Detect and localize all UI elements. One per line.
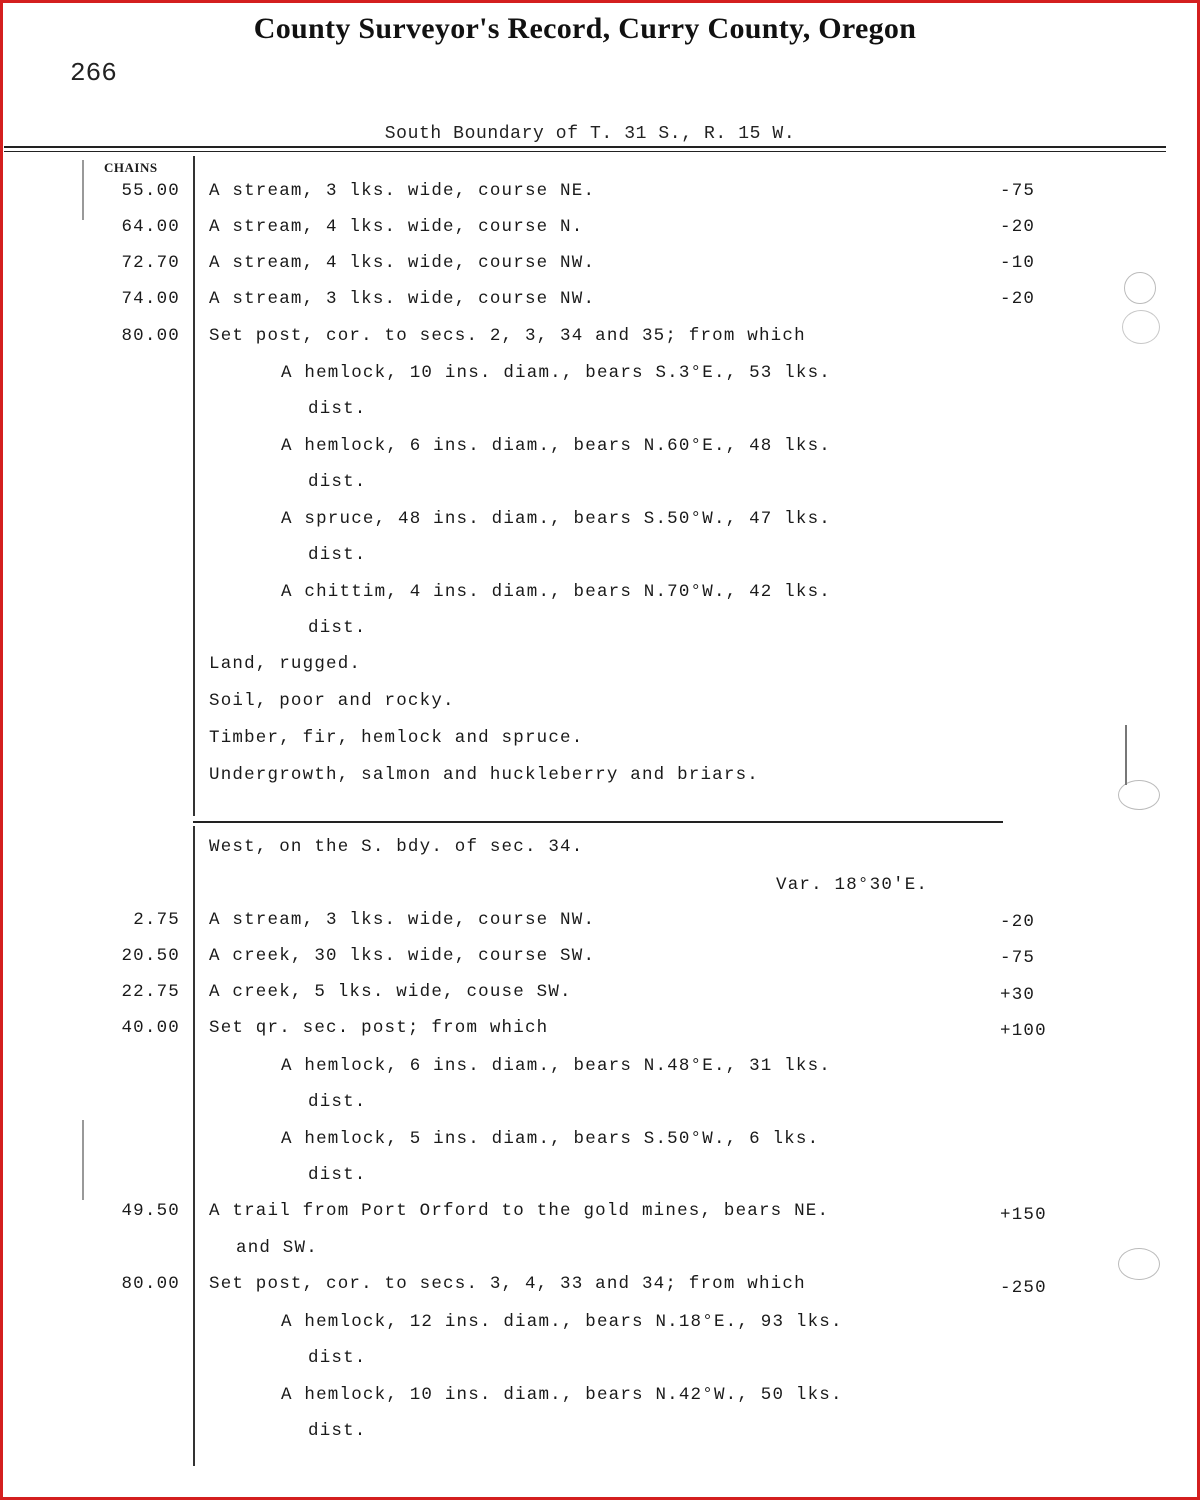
chains-value: 40.00 xyxy=(121,1018,180,1038)
entry-text: Set qr. sec. post; from which xyxy=(209,1018,549,1038)
chains-value: 49.50 xyxy=(121,1201,180,1221)
entry-text: A creek, 5 lks. wide, couse SW. xyxy=(209,982,572,1002)
bearing-tree-dist: dist. xyxy=(308,1092,367,1112)
entry-text: Set post, cor. to secs. 2, 3, 34 and 35; from which xyxy=(209,326,806,346)
timber-note: Timber, fir, hemlock and spruce. xyxy=(209,728,584,748)
elevation-value: +100 xyxy=(1000,1021,1047,1041)
scan-mark xyxy=(1125,725,1127,785)
undergrowth-note: Undergrowth, salmon and huckleberry and briars. xyxy=(209,765,759,785)
elevation-value: -20 xyxy=(1000,289,1036,309)
binder-hole-mark xyxy=(1118,1248,1160,1280)
elevation-value: +150 xyxy=(1000,1205,1047,1225)
bearing-tree-line: A hemlock, 12 ins. diam., bears N.18°E., 93 lks. xyxy=(281,1312,843,1332)
elevation-value: -250 xyxy=(1000,1278,1047,1298)
binder-hole-mark xyxy=(1124,272,1156,304)
bearing-tree-line: A hemlock, 6 ins. diam., bears N.60°E., 48 lks. xyxy=(281,436,831,456)
column-divider xyxy=(193,826,195,1466)
bearing-tree-dist: dist. xyxy=(308,1421,367,1441)
bearing-tree-line: A hemlock, 10 ins. diam., bears S.3°E., 53 lks. xyxy=(281,363,831,383)
bearing-tree-dist: dist. xyxy=(308,618,367,638)
chains-value: 64.00 xyxy=(121,217,180,237)
elevation-value: -75 xyxy=(1000,948,1036,968)
section-heading: West, on the S. bdy. of sec. 34. xyxy=(209,837,584,857)
trail-entry-continued: and SW. xyxy=(236,1238,318,1258)
scan-mark xyxy=(82,1120,84,1200)
elevation-value: -10 xyxy=(1000,253,1036,273)
chains-value: 80.00 xyxy=(121,1274,180,1294)
header-rule xyxy=(4,146,1166,148)
bearing-tree-dist: dist. xyxy=(308,545,367,565)
bearing-tree-line: A hemlock, 10 ins. diam., bears N.42°W., 50 lks. xyxy=(281,1385,843,1405)
binder-hole-mark xyxy=(1122,310,1160,344)
entry-text: A stream, 3 lks. wide, course NW. xyxy=(209,910,596,930)
soil-note: Soil, poor and rocky. xyxy=(209,691,455,711)
bearing-tree-dist: dist. xyxy=(308,1165,367,1185)
page-number: 266 xyxy=(70,58,117,88)
chains-value: 72.70 xyxy=(121,253,180,273)
entry-text: Set post, cor. to secs. 3, 4, 33 and 34; from which xyxy=(209,1274,806,1294)
bearing-tree-line: A hemlock, 5 ins. diam., bears S.50°W., 6 lks. xyxy=(281,1129,820,1149)
chains-value: 2.75 xyxy=(133,910,180,930)
chains-value: 22.75 xyxy=(121,982,180,1002)
bearing-tree-line: A chittim, 4 ins. diam., bears N.70°W., 42 lks. xyxy=(281,582,831,602)
entry-text: A stream, 3 lks. wide, course NW. xyxy=(209,289,596,309)
elevation-value: +30 xyxy=(1000,985,1036,1005)
entry-text: A stream, 4 lks. wide, course NW. xyxy=(209,253,596,273)
bearing-tree-dist: dist. xyxy=(308,1348,367,1368)
entry-text: A stream, 3 lks. wide, course NE. xyxy=(209,181,596,201)
record-subtitle: South Boundary of T. 31 S., R. 15 W. xyxy=(384,124,796,144)
header-rule-thin xyxy=(4,151,1166,152)
entry-text: A stream, 4 lks. wide, course N. xyxy=(209,217,584,237)
chains-column-header: CHAINS xyxy=(104,160,158,175)
column-divider xyxy=(193,156,195,816)
trail-entry: A trail from Port Orford to the gold mines, bears NE. xyxy=(209,1201,830,1221)
scan-mark xyxy=(82,160,84,220)
bearing-tree-line: A hemlock, 6 ins. diam., bears N.48°E., 31 lks. xyxy=(281,1056,831,1076)
chains-value: 20.50 xyxy=(121,946,180,966)
elevation-value: -20 xyxy=(1000,217,1036,237)
elevation-value: -20 xyxy=(1000,912,1036,932)
bearing-tree-dist: dist. xyxy=(308,472,367,492)
section-divider xyxy=(193,821,1003,823)
entry-text: A creek, 30 lks. wide, course SW. xyxy=(209,946,596,966)
bearing-tree-line: A spruce, 48 ins. diam., bears S.50°W., 47 lks. xyxy=(281,509,831,529)
bearing-tree-dist: dist. xyxy=(308,399,367,419)
variation-note: Var. 18°30'E. xyxy=(776,875,929,895)
chains-value: 80.00 xyxy=(121,326,180,346)
chains-value: 55.00 xyxy=(121,181,180,201)
elevation-value: -75 xyxy=(1000,181,1036,201)
land-note: Land, rugged. xyxy=(209,654,362,674)
page-title: County Surveyor's Record, Curry County, Oregon xyxy=(253,12,917,45)
chains-value: 74.00 xyxy=(121,289,180,309)
